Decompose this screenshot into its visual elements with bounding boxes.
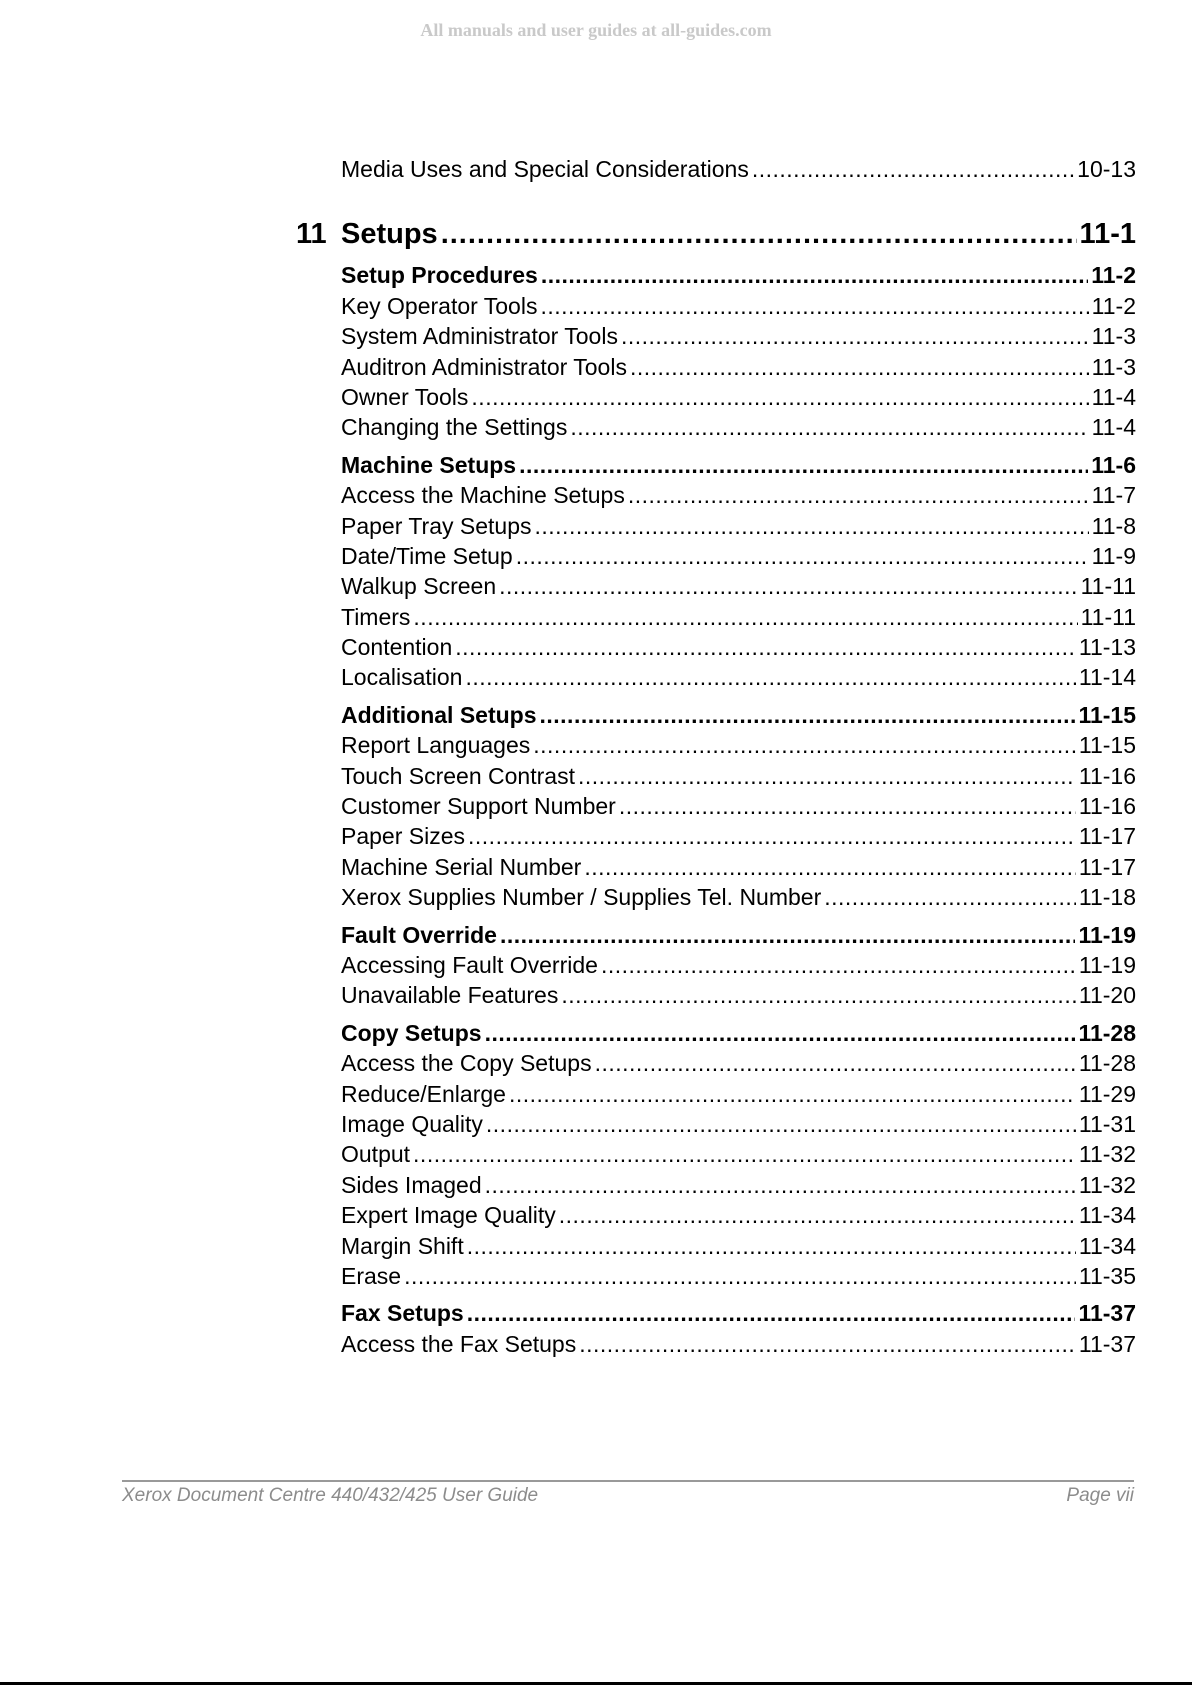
toc-entry-page-number: 11-15 <box>1078 732 1136 759</box>
dot-leader <box>619 791 1076 821</box>
toc-entry-page-number: 11-16 <box>1078 793 1136 820</box>
toc-entry-page-number: 11-20 <box>1078 982 1136 1009</box>
toc-entry[interactable] <box>296 352 1136 382</box>
toc-entry-label: Owner Tools <box>341 383 469 410</box>
dot-leader <box>467 1298 1076 1328</box>
toc-entry-page-number: 11-17 <box>1078 823 1136 850</box>
toc-entry[interactable] <box>296 821 1136 851</box>
toc-entry-label: Access the Machine Setups <box>341 482 625 509</box>
toc-entry-page-number: 11-32 <box>1078 1141 1136 1168</box>
toc-entry-page-number: 11-3 <box>1091 323 1136 350</box>
toc-entry-page-number: 11-28 <box>1078 1050 1136 1077</box>
toc-entry-label: Machine Serial Number <box>341 853 582 880</box>
toc-entry-label: Accessing Fault Override <box>341 951 598 978</box>
dot-leader <box>467 1231 1076 1261</box>
dot-leader <box>824 882 1076 912</box>
toc-entry[interactable] <box>296 1048 1136 1078</box>
toc-section-heading-label: Fax Setups <box>341 1300 464 1327</box>
toc-entry[interactable] <box>296 1109 1136 1139</box>
dot-leader <box>561 980 1076 1010</box>
dot-leader <box>485 1170 1076 1200</box>
toc-entry-page-number: 11-13 <box>1078 634 1136 661</box>
toc-entry[interactable] <box>296 730 1136 760</box>
toc-entry[interactable] <box>296 412 1136 442</box>
toc-entry[interactable] <box>296 761 1136 791</box>
dot-leader <box>628 480 1089 510</box>
toc-entry-label: Xerox Supplies Number / Supplies Tel. Number <box>341 884 822 911</box>
toc-entry-label: Auditron Administrator Tools <box>341 353 627 380</box>
dot-leader <box>413 602 1077 632</box>
dot-leader <box>413 1139 1076 1169</box>
toc-section-heading-page-number: 11-19 <box>1078 921 1136 948</box>
toc-section-heading-page-number: 11-28 <box>1078 1019 1136 1046</box>
toc-entry[interactable] <box>296 1261 1136 1291</box>
toc-entry-page-number: 11-11 <box>1080 603 1136 630</box>
toc-entry-label: Expert Image Quality <box>341 1202 556 1229</box>
toc-entry-label: Date/Time Setup <box>341 542 513 569</box>
toc-entry-page-number: 11-18 <box>1078 884 1136 911</box>
toc-entry-page-number: 11-8 <box>1091 512 1136 539</box>
section-list <box>296 260 1136 1359</box>
dot-leader <box>516 541 1089 571</box>
toc-entry-label: System Administrator Tools <box>341 323 618 350</box>
toc-section-heading-page-number: 11-15 <box>1078 701 1136 728</box>
dot-leader <box>752 154 1074 184</box>
toc-entry-label: Output <box>341 1141 411 1168</box>
toc-section-heading[interactable] <box>296 700 1136 730</box>
toc-entry-page-number: 11-9 <box>1091 542 1136 569</box>
toc-entry[interactable] <box>296 852 1136 882</box>
toc-section-heading-page-number: 11-2 <box>1091 262 1136 289</box>
dot-leader <box>584 852 1076 882</box>
toc-entry-page-number: 11-2 <box>1091 292 1136 319</box>
toc-entry-label: Paper Sizes <box>341 823 466 850</box>
toc-section-heading-label: Setup Procedures <box>341 262 538 289</box>
dot-leader <box>579 1329 1076 1359</box>
toc-entry-label: Paper Tray Setups <box>341 512 532 539</box>
table-of-contents <box>296 154 1136 1359</box>
toc-entry-label: Access the Copy Setups <box>341 1050 592 1077</box>
toc-entry-page-number: 11-4 <box>1091 414 1136 441</box>
toc-entry[interactable] <box>296 480 1136 510</box>
toc-entry[interactable] <box>296 980 1136 1010</box>
toc-entry[interactable] <box>296 791 1136 821</box>
toc-entry-page-number: 11-19 <box>1078 951 1136 978</box>
toc-entry-page-number: 11-34 <box>1078 1202 1136 1229</box>
toc-entry-label: Customer Support Number <box>341 793 616 820</box>
toc-entry[interactable] <box>296 1139 1136 1169</box>
toc-entry[interactable] <box>296 511 1136 541</box>
footer-document-title: Xerox Document Centre 440/432/425 User Guide <box>122 1485 539 1506</box>
dot-leader <box>509 1079 1076 1109</box>
toc-section-heading[interactable] <box>296 260 1136 290</box>
chapter-heading[interactable] <box>296 216 1136 252</box>
dot-leader <box>621 321 1089 351</box>
toc-entry-page-number: 11-7 <box>1091 482 1136 509</box>
toc-entry-label: Media Uses and Special Considerations <box>341 156 749 182</box>
dot-leader <box>595 1048 1076 1078</box>
toc-entry-label: Walkup Screen <box>341 573 497 600</box>
dot-leader <box>570 412 1088 442</box>
toc-entry[interactable] <box>296 882 1136 912</box>
toc-entry-page-number: 11-16 <box>1078 762 1136 789</box>
dot-leader <box>541 260 1088 290</box>
dot-leader <box>441 216 1077 252</box>
toc-entry-label: Sides Imaged <box>341 1171 482 1198</box>
chapter-page-number: 11-1 <box>1079 218 1136 251</box>
toc-entry[interactable] <box>296 571 1136 601</box>
toc-section-heading-page-number: 11-6 <box>1091 451 1136 478</box>
toc-entry-label: Localisation <box>341 664 463 691</box>
dot-leader <box>486 1109 1076 1139</box>
footer-page-number: Page vii <box>1066 1485 1134 1506</box>
toc-section-heading[interactable] <box>296 1298 1136 1328</box>
toc-entry-page-number: 11-14 <box>1078 664 1136 691</box>
toc-entry-label: Margin Shift <box>341 1232 464 1259</box>
toc-entry-page-number: 11-17 <box>1078 853 1136 880</box>
dot-leader <box>630 352 1089 382</box>
toc-entry-page-number: 11-35 <box>1078 1262 1136 1289</box>
dot-leader <box>471 382 1088 412</box>
dot-leader <box>601 950 1076 980</box>
dot-leader <box>533 730 1076 760</box>
toc-section-heading-label: Additional Setups <box>341 701 537 728</box>
toc-section-heading[interactable] <box>296 450 1136 480</box>
toc-page-number: 10-13 <box>1077 156 1136 182</box>
toc-entry-label: Erase <box>341 1262 402 1289</box>
toc-entry-label: Report Languages <box>341 732 531 759</box>
dot-leader <box>578 761 1076 791</box>
toc-entry[interactable] <box>296 291 1136 321</box>
toc-entry[interactable] <box>296 1231 1136 1261</box>
toc-entry-page-number: 11-37 <box>1078 1330 1136 1357</box>
toc-entry-page-number: 11-4 <box>1091 383 1136 410</box>
toc-entry[interactable] <box>296 950 1136 980</box>
toc-entry[interactable] <box>296 1200 1136 1230</box>
toc-entry-label: Unavailable Features <box>341 982 559 1009</box>
dot-leader <box>465 662 1075 692</box>
dot-leader <box>468 821 1076 851</box>
toc-entry-page-number: 11-29 <box>1078 1080 1136 1107</box>
toc-entry-label: Image Quality <box>341 1110 483 1137</box>
toc-section-heading-label: Fault Override <box>341 921 497 948</box>
toc-entry-label: Key Operator Tools <box>341 292 538 319</box>
toc-entry[interactable] <box>296 632 1136 662</box>
toc-entry-top[interactable] <box>296 154 1136 184</box>
toc-entry[interactable] <box>296 382 1136 412</box>
toc-section-heading[interactable] <box>296 1018 1136 1048</box>
toc-entry-page-number: 11-32 <box>1078 1171 1136 1198</box>
dot-leader <box>455 632 1076 662</box>
toc-entry-page-number: 11-11 <box>1080 573 1136 600</box>
toc-entry[interactable] <box>296 602 1136 632</box>
dot-leader <box>404 1261 1076 1291</box>
toc-entry[interactable] <box>296 1170 1136 1200</box>
toc-entry-page-number: 11-31 <box>1078 1110 1136 1137</box>
toc-entry-page-number: 11-3 <box>1091 353 1136 380</box>
chapter-title: Setups <box>341 218 438 251</box>
toc-entry[interactable] <box>296 1329 1136 1359</box>
dot-leader <box>559 1200 1076 1230</box>
toc-entry[interactable] <box>296 1079 1136 1109</box>
dot-leader <box>540 291 1088 321</box>
page-footer <box>122 1480 1134 1507</box>
watermark: All manuals and user guides at all-guides.com <box>420 20 772 40</box>
dot-leader <box>540 700 1076 730</box>
dot-leader <box>535 511 1089 541</box>
toc-section-heading-label: Copy Setups <box>341 1019 482 1046</box>
dot-leader <box>499 571 1077 601</box>
toc-entry[interactable] <box>296 541 1136 571</box>
toc-entry-label: Timers <box>341 603 411 630</box>
toc-entry-label: Contention <box>341 634 453 661</box>
toc-section-heading-label: Machine Setups <box>341 451 517 478</box>
toc-entry[interactable] <box>296 662 1136 692</box>
toc-section-heading[interactable] <box>296 920 1136 950</box>
dot-leader <box>500 920 1076 950</box>
chapter-number: 11 <box>296 218 327 251</box>
toc-section-heading-page-number: 11-37 <box>1078 1300 1136 1327</box>
toc-entry-page-number: 11-34 <box>1078 1232 1136 1259</box>
toc-entry-label: Access the Fax Setups <box>341 1330 577 1357</box>
toc-entry-label: Reduce/Enlarge <box>341 1080 506 1107</box>
toc-entry-label: Touch Screen Contrast <box>341 762 575 789</box>
dot-leader <box>519 450 1088 480</box>
toc-entry-label: Changing the Settings <box>341 414 568 441</box>
toc-entry[interactable] <box>296 321 1136 351</box>
dot-leader <box>485 1018 1076 1048</box>
